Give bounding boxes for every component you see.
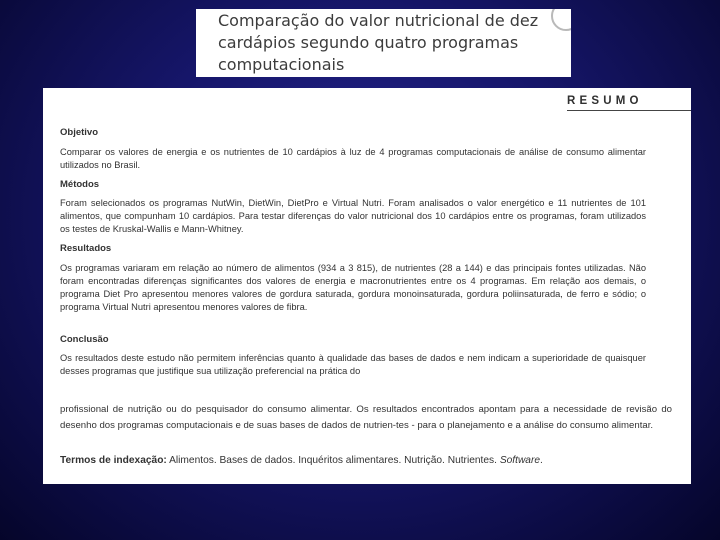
indexacao-terms: Alimentos. Bases de dados. Inquéritos alimentares. Nutrição. Nutrientes. xyxy=(169,455,497,466)
resultados-heading: Resultados xyxy=(60,243,112,254)
indexacao-term-software: Software xyxy=(499,455,541,466)
indexacao-label: Termos de indexação xyxy=(60,455,164,466)
slide-title: Comparação do valor nutricional de dez cardápios segundo quatro programas computacionais xyxy=(218,11,539,74)
objetivo-heading: Objetivo xyxy=(60,127,99,138)
abstract-image xyxy=(43,88,691,484)
resumo-header: RESUMO xyxy=(567,95,643,107)
resultados-text: Os programas variaram em relação ao número de alimentos (934 a 3 815), de nutrientes (28 a 144) e das principais fontes utilizadas. Não foram encontradas diferenças significantes dos valores de energia e macronutrientes entre os 4 programas. Em relação aos demais, o programa Diet Pro apresentou menores valores de gordura saturada, gordura monoinsaturada, gordura poliinsaturada, de ferro e sódio; o programa Virtual Nutri apresentou menores valores de fibra. xyxy=(60,263,646,312)
title-box xyxy=(196,9,571,77)
resumo-rule xyxy=(567,110,691,111)
metodos-heading: Métodos xyxy=(60,179,100,190)
objetivo-text: Comparar os valores de energia e os nutrientes de 10 cardápios à luz de 4 programas computacionais de análise de consumo alimentar utilizados no Brasil. xyxy=(60,147,646,170)
conclusao-heading: Conclusão xyxy=(60,334,109,345)
conclusao-text-part1: Os resultados deste estudo não permitem inferências quanto à qualidade das bases de dados e nem indicam a superioridade de quaisquer desses programas que justifique sua utilização preferencial na prática do xyxy=(60,353,646,376)
indexacao-line: Termos de indexação: Alimentos. Bases de dados. Inquéritos alimentares. Nutrição. Nutrientes. Software. xyxy=(60,455,543,466)
conclusao-text-part2: profissional de nutrição ou do pesquisador do consumo alimentar. Os resultados encontrados apontam para a necessidade de revisão do desenho dos programas computacionais e de suas bases de dados de nutrien-tes - para o planejamento e a análise do consumo alimentar. xyxy=(60,404,672,431)
metodos-text: Foram selecionados os programas NutWin, DietWin, DietPro e Virtual Nutri. Foram analisados o valor energético e 11 nutrientes de 101 alimentos, que compunham 10 cardápios. Para testar diferenças do valor nutricional dos 10 cardápios entre os programas, foram utilizados os testes de Kruskal-Wallis e Mann-Whitney. xyxy=(60,198,646,234)
